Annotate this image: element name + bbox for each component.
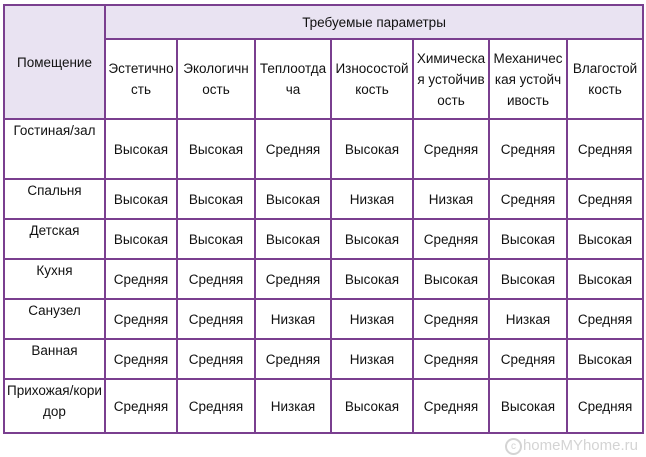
row-header: Санузел: [4, 299, 105, 339]
column-header: Теплоотдача: [255, 39, 331, 119]
table-cell: Средняя: [489, 339, 567, 379]
table-cell: Средняя: [105, 339, 177, 379]
table-cell: Средняя: [177, 339, 255, 379]
table-row: [4, 259, 643, 299]
copyright-icon: c: [505, 438, 522, 455]
column-header: Износостойкость: [331, 39, 413, 119]
table-cell: Средняя: [255, 259, 331, 299]
table-cell: Высокая: [331, 259, 413, 299]
column-header: Химическая устойчивость: [413, 39, 489, 119]
row-header: Кухня: [4, 259, 105, 299]
watermark-text: homeMYhome.ru: [522, 437, 638, 454]
table-cell: Средняя: [489, 119, 567, 179]
table-cell: Средняя: [255, 119, 331, 179]
row-header: Детская: [4, 219, 105, 259]
table-cell: Высокая: [567, 339, 643, 379]
table-cell: Высокая: [177, 219, 255, 259]
table-cell: Средняя: [567, 119, 643, 179]
table-cell: Средняя: [413, 379, 489, 433]
table-cell: Высокая: [489, 219, 567, 259]
table-cell: Высокая: [255, 219, 331, 259]
table-cell: Средняя: [567, 379, 643, 433]
table-cell: Средняя: [413, 119, 489, 179]
requirements-table: [3, 4, 644, 434]
table-cell: Высокая: [331, 219, 413, 259]
table-row: [4, 179, 643, 219]
table-cell: Средняя: [489, 179, 567, 219]
table-cell: Средняя: [177, 379, 255, 433]
table-cell: Средняя: [177, 299, 255, 339]
table-row: [4, 299, 643, 339]
table-cell: Низкая: [255, 299, 331, 339]
table-row: [4, 339, 643, 379]
table-cell: Низкая: [489, 299, 567, 339]
table-cell: Высокая: [105, 179, 177, 219]
table-row: [4, 219, 643, 259]
row-header: Гостиная/зал: [4, 119, 105, 179]
table-cell: Средняя: [413, 219, 489, 259]
table-cell: Низкая: [413, 179, 489, 219]
table-row: [4, 379, 643, 433]
table-cell: Низкая: [331, 179, 413, 219]
table-cell: Средняя: [413, 339, 489, 379]
table-cell: Высокая: [489, 379, 567, 433]
table-cell: Низкая: [255, 379, 331, 433]
table-cell: Средняя: [105, 259, 177, 299]
column-header: Экологичность: [177, 39, 255, 119]
group-header: Требуемые параметры: [105, 5, 643, 39]
watermark: [505, 437, 638, 455]
table-cell: Средняя: [105, 379, 177, 433]
table-cell: Высокая: [255, 179, 331, 219]
table-cell: Высокая: [413, 259, 489, 299]
table-cell: Средняя: [255, 339, 331, 379]
table-cell: Средняя: [567, 179, 643, 219]
table-cell: Высокая: [105, 119, 177, 179]
row-header: Прихожая/коридор: [4, 379, 105, 433]
row-header: Спальня: [4, 179, 105, 219]
table-cell: Высокая: [177, 179, 255, 219]
table-cell: Высокая: [567, 259, 643, 299]
table-cell: Низкая: [331, 339, 413, 379]
table-cell: Низкая: [331, 299, 413, 339]
column-header: Влагостойкость: [567, 39, 643, 119]
row-header: Ванная: [4, 339, 105, 379]
column-header: Механическая устойчивость: [489, 39, 567, 119]
table-cell: Средняя: [177, 259, 255, 299]
table-cell: Средняя: [413, 299, 489, 339]
table-cell: Высокая: [331, 379, 413, 433]
table-cell: Высокая: [177, 119, 255, 179]
corner-header: Помещение: [4, 5, 105, 119]
table-cell: Высокая: [489, 259, 567, 299]
table-cell: Средняя: [105, 299, 177, 339]
table-cell: Высокая: [567, 219, 643, 259]
table-row: [4, 119, 643, 179]
table-cell: Высокая: [331, 119, 413, 179]
table-cell: Средняя: [567, 299, 643, 339]
table-cell: Высокая: [105, 219, 177, 259]
column-header: Эстетичность: [105, 39, 177, 119]
